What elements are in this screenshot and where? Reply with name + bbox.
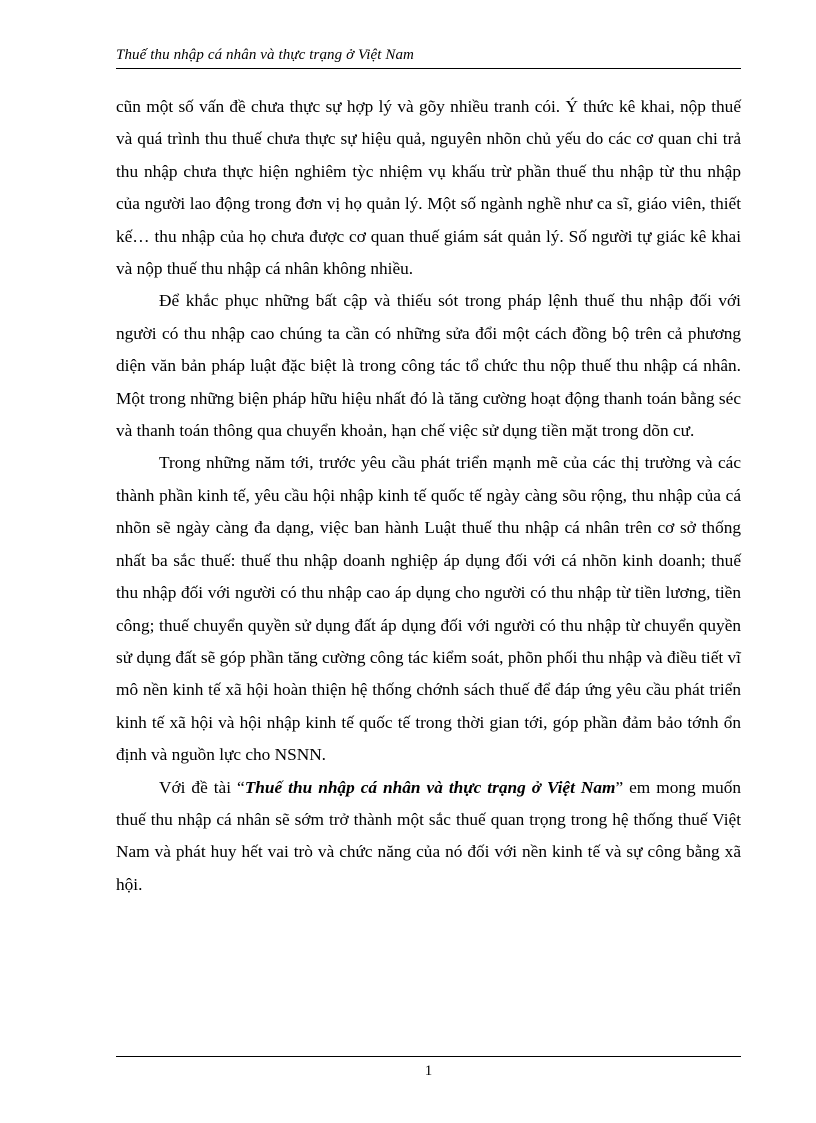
- document-body: [116, 91, 741, 901]
- topic-suffix: ” em mong muốn thuế thu nhập cá nhân sẽ sớm trở thành một sắc thuế quan trọng trong hệ thống thuế Việt Nam và phát huy hết vai trò và chức năng của nó đối với nền kinh tế và sự công bằng xã hội.: [116, 777, 741, 894]
- page-number: 1: [424, 1063, 433, 1079]
- paragraph-future-outlook: Trong những năm tới, trước yêu cầu phát triển mạnh mẽ của các thị trường và các thành phần kinh tế, yêu cầu hội nhập kinh tế quốc tế ngày càng sõu rộng, thu nhập của cá nhõn sẽ ngày càng đa dạng, việc ban hành Luật thuế thu nhập cá nhân trên cơ sở thống nhất ba sắc thuế: thuế thu nhập doanh nghiệp áp dụng đối với cá nhõn kinh doanh; thuế thu nhập đối với người có thu nhập cao áp dụng cho người có thu nhập từ tiền lương, tiền công; thuế chuyển quyền sử dụng đất áp dụng đối với người có thu nhập từ chuyển quyền sử dụng đất sẽ góp phần tăng cường công tác kiểm soát, phõn phối thu nhập và điều tiết vĩ mô nền kinh tế xã hội hoàn thiện hệ thống chớnh sách thuế để đáp ứng yêu cầu phát triển kinh tế xã hội và hội nhập kinh tế quốc tế trong thời gian tới, góp phần đảm bảo tớnh ổn định và nguồn lực cho NSNN.: [116, 453, 741, 765]
- topic-title: Thuế thu nhập cá nhân và thực trạng ở Việt Nam: [244, 777, 616, 797]
- page-footer: [116, 1056, 741, 1080]
- page-header: [116, 44, 741, 69]
- topic-prefix: Với đề tài “: [159, 777, 245, 797]
- paragraph-continuation: cũn một số vấn đề chưa thực sự hợp lý và gõy nhiều tranh cói. Ý thức kê khai, nộp thuế và quá trình thu thuế chưa thực sự hiệu quả, nguyên nhõn chủ yếu do các cơ quan chi trả thu nhập chưa thực hiện nghiêm tỳc nhiệm vụ khấu trừ phần thuế thu nhập từ thu nhập của người lao động trong đơn vị họ quản lý. Một số ngành nghề như ca sĩ, giáo viên, thiết kế… thu nhập của họ chưa được cơ quan thuế giám sát quản lý. Số người tự giác kê khai và nộp thuế thu nhập cá nhân không nhiều.: [116, 97, 741, 279]
- paragraph-solutions: Để khắc phục những bất cập và thiếu sót trong pháp lệnh thuế thu nhập đối với người có thu nhập cao chúng ta cần có những sửa đổi một cách đồng bộ trên cả phương diện văn bản pháp luật đặc biệt là trong công tác tổ chức thu nộp thuế thu nhập cá nhân. Một trong những biện pháp hữu hiệu nhất đó là tăng cường hoạt động thanh toán bằng séc và thanh toán thông qua chuyển khoản, hạn chế việc sử dụng tiền mặt trong dõn cư.: [116, 291, 741, 441]
- running-title: Thuế thu nhập cá nhân và thực trạng ở Việt Nam: [116, 47, 414, 63]
- paragraph-topic-statement: [116, 772, 741, 902]
